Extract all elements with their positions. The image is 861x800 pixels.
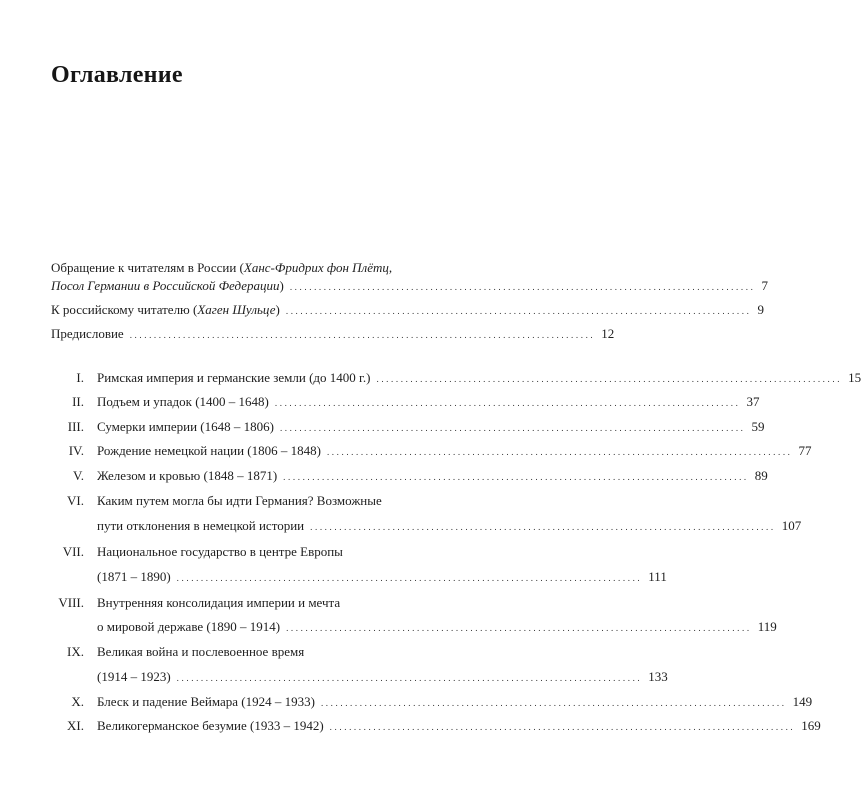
toc-chapter-6 — [97, 516, 802, 536]
chapter-title-continued: (1871 – 1890) — [97, 569, 171, 584]
chapter-number: X. — [71, 694, 84, 709]
toc-page-number: 9 — [757, 302, 764, 317]
leader-dots: ................................................................................................ — [326, 447, 793, 457]
toc-entry-label: Предисловие — [51, 326, 124, 341]
chapter-title: Сумерки империи (1648 – 1806) — [97, 419, 274, 434]
leader-dots: ................................................................................................ — [176, 573, 643, 583]
toc-page-number: 111 — [648, 569, 667, 584]
leader-dots: ................................................................................................ — [310, 522, 776, 532]
leader-dots: ................................................................................................ — [129, 330, 596, 340]
leader-dots: ................................................................................................ — [285, 306, 752, 316]
page-title: Оглавление — [51, 62, 183, 88]
toc-chapter-1 — [97, 368, 861, 388]
toc-entry-address-line2 — [51, 276, 768, 296]
chapter-number: III. — [67, 419, 84, 434]
chapter-title: Подъем и упадок (1400 – 1648) — [97, 394, 269, 409]
toc-entry-suffix: ) — [279, 278, 284, 293]
leader-dots: ................................................................................................ — [283, 472, 749, 482]
chapter-title: Внутренняя консолидация империи и мечта — [97, 595, 341, 610]
chapter-title: Национальное государство в центре Европы — [97, 544, 343, 559]
chapter-title: Великогерманское безумие (1933 – 1942) — [97, 718, 324, 733]
toc-page-number: 15 — [848, 370, 861, 385]
chapter-title-continued: о мировой державе (1890 – 1914) — [97, 619, 281, 634]
chapter-number: V. — [73, 468, 84, 483]
chapter-number: I. — [76, 370, 84, 385]
leader-dots: ................................................................................................ — [320, 698, 787, 708]
toc-page-number: 37 — [746, 394, 760, 409]
chapter-title-continued: пути отклонения в немецкой истории — [97, 518, 305, 533]
chapter-title: Железом и кровью (1848 – 1871) — [97, 468, 278, 483]
toc-entry-author: Ханс-Фридрих фон Плётц, — [243, 260, 393, 275]
leader-dots: ................................................................................................ — [376, 374, 843, 384]
toc-page-number: 7 — [761, 278, 768, 293]
leader-dots: ................................................................................................ — [176, 673, 643, 683]
chapter-number: XI. — [67, 718, 84, 733]
toc-page-number: 107 — [781, 518, 802, 533]
toc-chapter-11 — [97, 716, 821, 736]
toc-entry-prefix: К российскому читателю ( — [51, 302, 198, 317]
toc-entry-author-title: Посол Германии в Российской Федерации — [51, 278, 280, 293]
toc-chapter-5 — [97, 466, 768, 486]
chapter-number: VIII. — [58, 595, 84, 610]
toc-entry-preface — [51, 324, 615, 344]
toc-chapter-2 — [97, 392, 760, 412]
chapter-number: VI. — [67, 493, 84, 508]
chapter-title: Римская империя и германские земли (до 1400 г.) — [97, 370, 371, 385]
chapter-title: Великая война и послевоенное время — [97, 644, 305, 659]
leader-dots: ................................................................................................ — [279, 423, 746, 433]
toc-chapter-10 — [97, 692, 813, 712]
chapter-number: IX. — [67, 644, 84, 659]
toc-entry-russian-reader — [51, 300, 764, 320]
toc-entry-suffix: ) — [275, 302, 280, 317]
leader-dots: ................................................................................................ — [274, 398, 741, 408]
leader-dots: ................................................................................................ — [286, 623, 752, 633]
leader-dots: ................................................................................................ — [329, 722, 796, 732]
toc-page-number: 77 — [798, 443, 812, 458]
toc-chapter-9 — [97, 667, 668, 687]
chapter-number: II. — [72, 394, 84, 409]
chapter-title-continued: (1914 – 1923) — [97, 669, 171, 684]
toc-chapter-3 — [97, 417, 765, 437]
toc-chapter-8 — [97, 617, 777, 637]
toc-page-number: 12 — [601, 326, 615, 341]
toc-entry-address-line1 — [51, 258, 392, 278]
toc-entry-author: Хаген Шульце — [197, 302, 276, 317]
toc-page-number: 169 — [801, 718, 821, 733]
toc-chapter-7 — [97, 567, 667, 587]
chapter-title: Каким путем могла бы идти Германия? Возможные — [97, 493, 382, 508]
toc-page-number: 133 — [648, 669, 668, 684]
toc-page-number: 119 — [757, 619, 777, 634]
toc-entry-prefix: Обращение к читателям в России ( — [51, 260, 244, 275]
toc-page-number: 89 — [754, 468, 768, 483]
toc-page-number: 59 — [751, 419, 765, 434]
chapter-number: VII. — [62, 544, 84, 559]
leader-dots: ................................................................................................ — [289, 282, 756, 292]
chapter-title: Блеск и падение Веймара (1924 – 1933) — [97, 694, 315, 709]
chapter-number: IV. — [68, 443, 84, 458]
chapter-title: Рождение немецкой нации (1806 – 1848) — [97, 443, 321, 458]
toc-page-number: 149 — [792, 694, 813, 709]
toc-chapter-4 — [97, 441, 812, 461]
